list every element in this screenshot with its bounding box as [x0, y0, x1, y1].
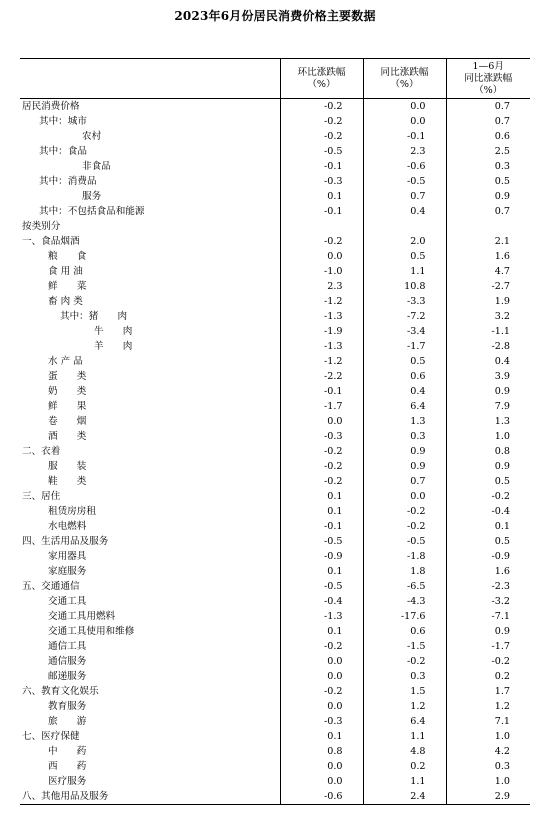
mom-value: -1.7	[280, 399, 363, 414]
ytd-value: 1.2	[446, 699, 530, 714]
ytd-value: 1.0	[446, 774, 530, 789]
row-label: 食 用 油	[48, 266, 83, 277]
table-row	[20, 174, 530, 189]
yoy-value: 0.6	[363, 624, 446, 639]
row-label-cell	[20, 189, 280, 204]
header-ytd-line3: （%）	[474, 84, 503, 96]
table-body	[20, 99, 530, 805]
ytd-value: -0.9	[446, 549, 530, 564]
yoy-value: -1.8	[363, 549, 446, 564]
table-row	[20, 189, 530, 204]
row-label: 医疗服务	[48, 776, 87, 787]
yoy-value: -0.2	[363, 504, 446, 519]
ytd-value: 2.5	[446, 144, 530, 159]
header-ytd	[446, 59, 530, 99]
table-row	[20, 219, 530, 234]
yoy-value: -7.2	[363, 309, 446, 324]
table-row	[20, 384, 530, 399]
row-label: 粮 食	[48, 251, 87, 262]
yoy-value: 0.4	[363, 204, 446, 219]
row-label-cell	[20, 519, 280, 534]
ytd-value: -3.2	[446, 594, 530, 609]
mom-value: -0.2	[280, 684, 363, 699]
table-row	[20, 144, 530, 159]
yoy-value: 1.1	[363, 774, 446, 789]
ytd-value: 1.7	[446, 684, 530, 699]
table-row	[20, 99, 530, 115]
mom-value: -1.2	[280, 354, 363, 369]
mom-value: -2.2	[280, 369, 363, 384]
row-label-cell	[20, 249, 280, 264]
row-label: 租赁房房租	[48, 506, 96, 517]
yoy-value: 0.0	[363, 114, 446, 129]
table-row	[20, 444, 530, 459]
ytd-value: 1.0	[446, 729, 530, 744]
ytd-value: 1.3	[446, 414, 530, 429]
table-row	[20, 249, 530, 264]
mom-value: 0.0	[280, 699, 363, 714]
row-label-cell	[20, 729, 280, 744]
row-label-cell	[20, 339, 280, 354]
yoy-value: 0.5	[363, 354, 446, 369]
table-row	[20, 234, 530, 249]
ytd-value: 3.2	[446, 309, 530, 324]
row-label-cell	[20, 759, 280, 774]
yoy-value	[363, 219, 446, 234]
table-row	[20, 354, 530, 369]
row-label-cell	[20, 414, 280, 429]
yoy-value: 4.8	[363, 744, 446, 759]
row-label: 教育服务	[48, 701, 87, 712]
table-row	[20, 129, 530, 144]
ytd-value: 0.3	[446, 159, 530, 174]
row-label-cell	[20, 399, 280, 414]
row-label: 居民消费价格	[22, 101, 80, 112]
ytd-value: 4.2	[446, 744, 530, 759]
mom-value: 0.0	[280, 414, 363, 429]
header-ytd-line1: 1—6月	[472, 60, 504, 72]
row-label: 水 产 品	[48, 356, 83, 367]
ytd-value: -2.8	[446, 339, 530, 354]
row-label-cell	[20, 234, 280, 249]
ytd-value: -0.4	[446, 504, 530, 519]
table-row	[20, 399, 530, 414]
header-yoy-line2: （%）	[390, 78, 419, 90]
yoy-value: -3.3	[363, 294, 446, 309]
row-label-cell	[20, 459, 280, 474]
row-label-cell	[20, 219, 280, 234]
yoy-value: -0.1	[363, 129, 446, 144]
table-row	[20, 639, 530, 654]
table-row	[20, 534, 530, 549]
ytd-value: -1.1	[446, 324, 530, 339]
header-yoy	[363, 59, 446, 99]
yoy-value: 1.1	[363, 729, 446, 744]
yoy-value: -0.6	[363, 159, 446, 174]
ytd-value: 0.9	[446, 624, 530, 639]
cpi-data-table	[20, 58, 530, 805]
row-label-cell	[20, 159, 280, 174]
table-row	[20, 489, 530, 504]
ytd-value: 0.2	[446, 669, 530, 684]
row-label: 交通工具	[48, 596, 87, 607]
mom-value: -0.2	[280, 234, 363, 249]
ytd-value: 0.9	[446, 189, 530, 204]
row-label-cell	[20, 324, 280, 339]
table-row	[20, 459, 530, 474]
mom-value: 0.0	[280, 249, 363, 264]
mom-value: 0.1	[280, 564, 363, 579]
yoy-value: -0.2	[363, 519, 446, 534]
table-row	[20, 774, 530, 789]
row-label: 非食品	[82, 161, 111, 172]
ytd-value: 2.1	[446, 234, 530, 249]
row-label: 水电燃料	[48, 521, 87, 532]
row-label: 三、居住	[22, 491, 61, 502]
yoy-value: 0.0	[363, 489, 446, 504]
mom-value: -0.2	[280, 99, 363, 115]
ytd-value: 0.7	[446, 204, 530, 219]
row-label-cell	[20, 264, 280, 279]
ytd-value: 7.1	[446, 714, 530, 729]
mom-value: 2.3	[280, 279, 363, 294]
yoy-value: -0.2	[363, 654, 446, 669]
mom-value: -0.2	[280, 444, 363, 459]
row-label-cell	[20, 699, 280, 714]
row-label-cell	[20, 579, 280, 594]
ytd-value: 0.6	[446, 129, 530, 144]
ytd-value: 0.8	[446, 444, 530, 459]
yoy-value: -0.5	[363, 174, 446, 189]
yoy-value: 0.7	[363, 189, 446, 204]
yoy-value: -4.3	[363, 594, 446, 609]
yoy-value: 6.4	[363, 714, 446, 729]
header-mom	[280, 59, 363, 99]
mom-value: -0.2	[280, 129, 363, 144]
row-label: 畜 肉 类	[48, 296, 83, 307]
ytd-value: 1.6	[446, 249, 530, 264]
row-label-cell	[20, 504, 280, 519]
document-title: 2023年6月份居民消费价格主要数据	[174, 9, 376, 23]
row-label: 其中：不包括食品和能源	[39, 206, 145, 217]
table-row	[20, 279, 530, 294]
header-yoy-line1: 同比涨跌幅	[380, 66, 429, 78]
row-label-cell	[20, 429, 280, 444]
mom-value: -1.3	[280, 309, 363, 324]
table-row	[20, 684, 530, 699]
table-row	[20, 669, 530, 684]
yoy-value: 0.9	[363, 459, 446, 474]
row-label: 鞋 类	[48, 476, 87, 487]
row-label: 家庭服务	[48, 566, 87, 577]
yoy-value: 0.7	[363, 474, 446, 489]
mom-value: -1.9	[280, 324, 363, 339]
row-label-cell	[20, 639, 280, 654]
mom-value: -1.3	[280, 609, 363, 624]
ytd-value: 0.7	[446, 99, 530, 115]
row-label: 八、其他用品及服务	[22, 791, 109, 802]
mom-value: 0.0	[280, 654, 363, 669]
yoy-value: 1.1	[363, 264, 446, 279]
ytd-value: -0.2	[446, 654, 530, 669]
row-label: 牛 肉	[94, 326, 133, 337]
mom-value: 0.1	[280, 489, 363, 504]
mom-value: 0.0	[280, 774, 363, 789]
row-label-cell	[20, 549, 280, 564]
ytd-value: 0.9	[446, 384, 530, 399]
table-row	[20, 654, 530, 669]
yoy-value: 2.4	[363, 789, 446, 805]
row-label-cell	[20, 129, 280, 144]
row-label-cell	[20, 609, 280, 624]
yoy-value: -1.7	[363, 339, 446, 354]
yoy-value: -1.5	[363, 639, 446, 654]
row-label: 通信工具	[48, 641, 87, 652]
table-row	[20, 579, 530, 594]
row-label-cell	[20, 789, 280, 805]
row-label-cell	[20, 594, 280, 609]
row-label: 其中：城市	[39, 116, 87, 127]
header-row	[20, 59, 530, 99]
row-label-cell	[20, 444, 280, 459]
mom-value: -0.3	[280, 174, 363, 189]
row-label: 西 药	[48, 761, 87, 772]
mom-value	[280, 219, 363, 234]
ytd-value: -1.7	[446, 639, 530, 654]
row-label: 按类别分	[22, 221, 61, 232]
yoy-value: 1.8	[363, 564, 446, 579]
row-label-cell	[20, 384, 280, 399]
ytd-value: -7.1	[446, 609, 530, 624]
row-label: 二、衣着	[22, 446, 61, 457]
table-row	[20, 519, 530, 534]
table-row	[20, 699, 530, 714]
row-label: 其中：消费品	[39, 176, 97, 187]
yoy-value: 0.4	[363, 384, 446, 399]
mom-value: -1.2	[280, 294, 363, 309]
row-label-cell	[20, 114, 280, 129]
row-label: 羊 肉	[94, 341, 133, 352]
row-label-cell	[20, 774, 280, 789]
row-label: 邮递服务	[48, 671, 87, 682]
row-label-cell	[20, 654, 280, 669]
ytd-value: 4.7	[446, 264, 530, 279]
row-label-cell	[20, 744, 280, 759]
mom-value: -0.2	[280, 459, 363, 474]
yoy-value: 6.4	[363, 399, 446, 414]
row-label-cell	[20, 309, 280, 324]
row-label: 交通工具用燃料	[48, 611, 116, 622]
ytd-value: 0.5	[446, 474, 530, 489]
row-label-cell	[20, 294, 280, 309]
row-label: 旅 游	[48, 716, 87, 727]
table-row	[20, 549, 530, 564]
mom-value: -0.5	[280, 144, 363, 159]
mom-value: -0.3	[280, 714, 363, 729]
row-label: 鲜 菜	[48, 281, 87, 292]
ytd-value: 7.9	[446, 399, 530, 414]
yoy-value: -3.4	[363, 324, 446, 339]
row-label: 酒 类	[48, 431, 87, 442]
row-label: 四、生活用品及服务	[22, 536, 109, 547]
yoy-value: -17.6	[363, 609, 446, 624]
table-row	[20, 564, 530, 579]
table-row	[20, 159, 530, 174]
row-label-cell	[20, 564, 280, 579]
table-row	[20, 744, 530, 759]
row-label: 五、交通通信	[22, 581, 80, 592]
ytd-value: 0.4	[446, 354, 530, 369]
yoy-value: 2.3	[363, 144, 446, 159]
table-row	[20, 324, 530, 339]
table-row	[20, 339, 530, 354]
table-row	[20, 594, 530, 609]
ytd-value: 0.5	[446, 534, 530, 549]
row-label: 七、医疗保健	[22, 731, 80, 742]
mom-value: 0.1	[280, 189, 363, 204]
ytd-value	[446, 219, 530, 234]
ytd-value: -2.3	[446, 579, 530, 594]
table-row	[20, 714, 530, 729]
yoy-value: -0.5	[363, 534, 446, 549]
header-item-column	[20, 59, 280, 99]
yoy-value: 2.0	[363, 234, 446, 249]
row-label: 通信服务	[48, 656, 87, 667]
row-label-cell	[20, 174, 280, 189]
yoy-value: 0.9	[363, 444, 446, 459]
yoy-value: 1.3	[363, 414, 446, 429]
ytd-value: -0.2	[446, 489, 530, 504]
yoy-value: 1.5	[363, 684, 446, 699]
mom-value: 0.8	[280, 744, 363, 759]
row-label-cell	[20, 534, 280, 549]
mom-value: -0.1	[280, 204, 363, 219]
yoy-value: 0.0	[363, 99, 446, 115]
row-label-cell	[20, 474, 280, 489]
ytd-value: 2.9	[446, 789, 530, 805]
yoy-value: 0.5	[363, 249, 446, 264]
yoy-value: 1.2	[363, 699, 446, 714]
table-row	[20, 204, 530, 219]
row-label-cell	[20, 669, 280, 684]
mom-value: -0.1	[280, 159, 363, 174]
ytd-value: 0.3	[446, 759, 530, 774]
row-label: 服务	[82, 191, 102, 202]
row-label: 奶 类	[48, 386, 87, 397]
row-label-cell	[20, 684, 280, 699]
row-label: 卷 烟	[48, 416, 87, 427]
mom-value: 0.1	[280, 729, 363, 744]
table-header	[20, 59, 530, 99]
table-row	[20, 294, 530, 309]
row-label: 一、食品烟酒	[22, 236, 80, 247]
mom-value: -0.4	[280, 594, 363, 609]
row-label: 农村	[82, 131, 102, 142]
mom-value: 0.0	[280, 669, 363, 684]
row-label-cell	[20, 714, 280, 729]
table-row	[20, 729, 530, 744]
row-label: 六、教育文化娱乐	[22, 686, 99, 697]
ytd-value: 1.0	[446, 429, 530, 444]
table-row	[20, 759, 530, 774]
row-label: 其中：食品	[39, 146, 87, 157]
mom-value: -0.1	[280, 384, 363, 399]
table-row	[20, 369, 530, 384]
ytd-value: 0.1	[446, 519, 530, 534]
mom-value: -0.6	[280, 789, 363, 805]
table-row	[20, 114, 530, 129]
header-mom-line2: （%）	[307, 78, 336, 90]
mom-value: -0.5	[280, 534, 363, 549]
yoy-value: 0.3	[363, 669, 446, 684]
ytd-value: 0.7	[446, 114, 530, 129]
ytd-value: 1.9	[446, 294, 530, 309]
row-label: 中 药	[48, 746, 87, 757]
row-label: 交通工具使用和维修	[48, 626, 135, 637]
row-label-cell	[20, 204, 280, 219]
ytd-value: 0.9	[446, 459, 530, 474]
row-label-cell	[20, 624, 280, 639]
table-row	[20, 789, 530, 805]
row-label-cell	[20, 489, 280, 504]
table-row	[20, 414, 530, 429]
mom-value: -0.2	[280, 114, 363, 129]
row-label-cell	[20, 279, 280, 294]
table-row	[20, 429, 530, 444]
mom-value: -0.5	[280, 579, 363, 594]
mom-value: -0.3	[280, 429, 363, 444]
header-mom-line1: 环比涨跌幅	[297, 66, 346, 78]
row-label: 蛋 类	[48, 371, 87, 382]
header-ytd-line2: 同比涨跌幅	[464, 72, 513, 84]
mom-value: 0.1	[280, 624, 363, 639]
mom-value: -0.9	[280, 549, 363, 564]
row-label-cell	[20, 99, 280, 115]
table-row	[20, 264, 530, 279]
table-row	[20, 309, 530, 324]
yoy-value: 10.8	[363, 279, 446, 294]
row-label: 鲜 果	[48, 401, 87, 412]
ytd-value: -2.7	[446, 279, 530, 294]
yoy-value: -6.5	[363, 579, 446, 594]
row-label-cell	[20, 369, 280, 384]
yoy-value: 0.3	[363, 429, 446, 444]
yoy-value: 0.2	[363, 759, 446, 774]
table-row	[20, 474, 530, 489]
mom-value: 0.1	[280, 504, 363, 519]
row-label: 服 装	[48, 461, 87, 472]
row-label: 家用器具	[48, 551, 87, 562]
mom-value: -0.2	[280, 639, 363, 654]
ytd-value: 0.5	[446, 174, 530, 189]
row-label: 其中：猪 肉	[60, 311, 128, 322]
table-row	[20, 624, 530, 639]
row-label-cell	[20, 144, 280, 159]
yoy-value: 0.6	[363, 369, 446, 384]
ytd-value: 3.9	[446, 369, 530, 384]
table-row	[20, 504, 530, 519]
mom-value: -0.2	[280, 474, 363, 489]
mom-value: -1.3	[280, 339, 363, 354]
ytd-value: 1.6	[446, 564, 530, 579]
table-row	[20, 609, 530, 624]
mom-value: -0.1	[280, 519, 363, 534]
row-label-cell	[20, 354, 280, 369]
mom-value: -1.0	[280, 264, 363, 279]
mom-value: 0.0	[280, 759, 363, 774]
